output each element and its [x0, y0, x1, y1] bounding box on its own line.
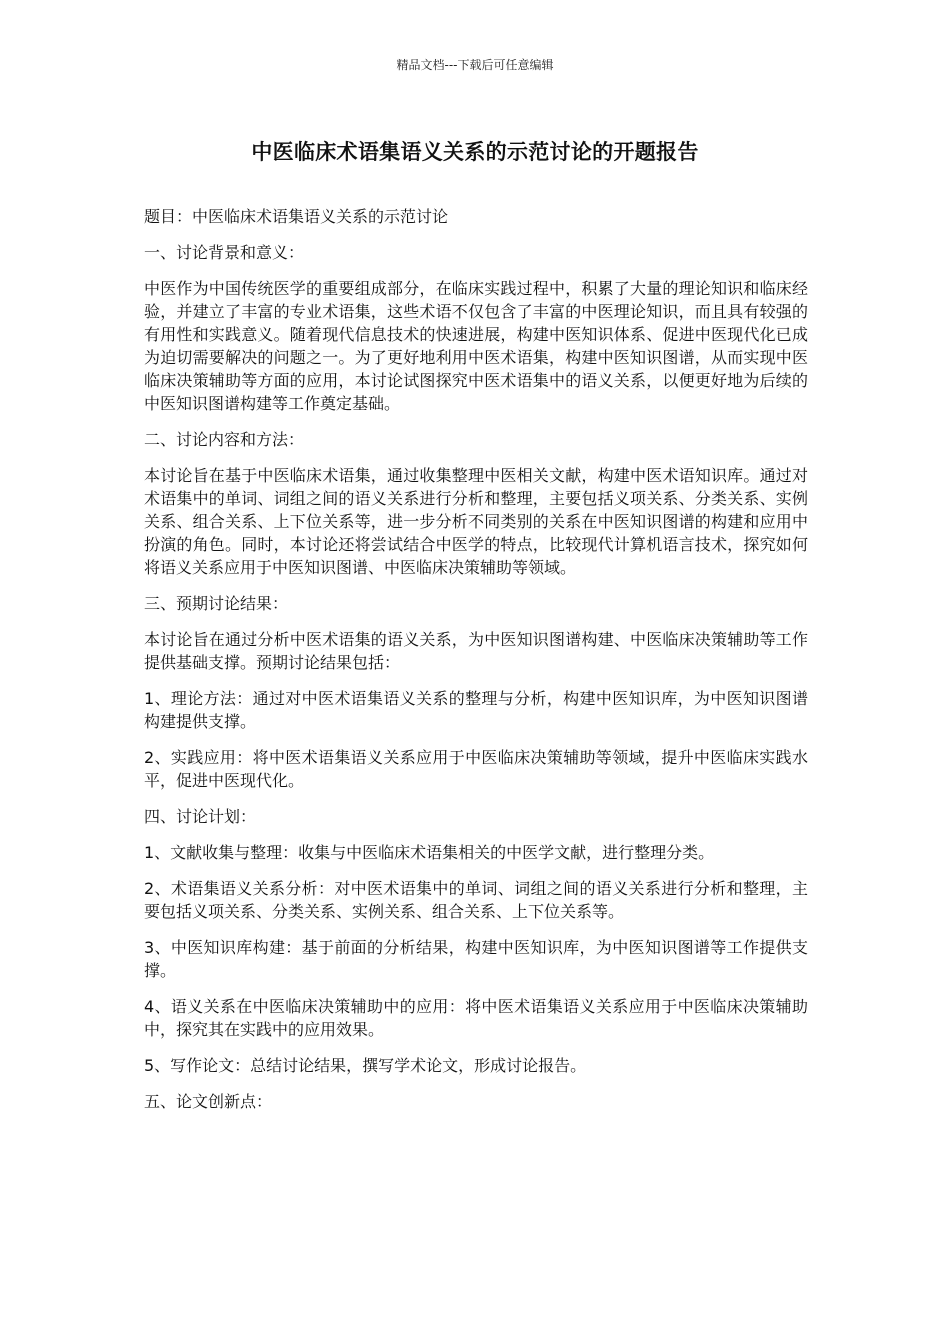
expected-results-paragraph: 本讨论旨在通过分析中医术语集的语义关系，为中医知识图谱构建、中医临床决策辅助等工作提供基础支撑。预期讨论结果包括： [144, 630, 808, 672]
plan-item: 2、术语集语义关系分析：对中医术语集中的单词、词组之间的语义关系进行分析和整理，主要包括义项关系、分类关系、实例关系、组合关系、上下位关系等。 [144, 879, 808, 921]
expected-result-item: 2、实践应用：将中医术语集语义关系应用于中医临床决策辅助等领域，提升中医临床实践水平，促进中医现代化。 [144, 748, 808, 790]
section-heading-innovation: 五、论文创新点： [144, 1092, 273, 1111]
plan-item: 1、文献收集与整理：收集与中医临床术语集相关的中医学文献，进行整理分类。 [144, 843, 715, 862]
background-paragraph: 中医作为中国传统医学的重要组成部分，在临床实践过程中，积累了大量的理论知识和临床经验，并建立了丰富的专业术语集，这些术语不仅包含了丰富的中医理论知识，而且具有较强的有用性和实践意义。随着现代信息技术的快速进展，构建中医知识体系、促进中医现代化已成为迫切需要解决的问题之一。为了更好地利用中医术语集，构建中医知识图谱，从而实现中医临床决策辅助等方面的应用，本讨论试图探究中医术语集中的语义关系，以便更好地为后续的中医知识图谱构建等工作奠定基础。 [144, 279, 808, 413]
section-heading-content-method: 二、讨论内容和方法： [144, 430, 305, 449]
page-header-note: 精品文档---下载后可任意编辑 [396, 58, 554, 72]
section-heading-plan: 四、讨论计划： [144, 807, 257, 826]
section-heading-expected-results: 三、预期讨论结果： [144, 594, 289, 613]
document-title: 中医临床术语集语义关系的示范讨论的开题报告 [251, 140, 699, 164]
topic-line: 题目：中医临床术语集语义关系的示范讨论 [144, 207, 449, 226]
content-method-paragraph: 本讨论旨在基于中医临床术语集，通过收集整理中医相关文献，构建中医术语知识库。通过对术语集中的单词、词组之间的语义关系进行分析和整理，主要包括义项关系、分类关系、实例关系、组合关系、上下位关系等，进一步分析不同类别的关系在中医知识图谱的构建和应用中扮演的角色。同时，本讨论还将尝试结合中医学的特点，比较现代计算机语言技术，探究如何将语义关系应用于中医知识图谱、中医临床决策辅助等领域。 [144, 466, 808, 577]
document-body [144, 205, 808, 1126]
plan-item: 4、语义关系在中医临床决策辅助中的应用：将中医术语集语义关系应用于中医临床决策辅助中，探究其在实践中的应用效果。 [144, 997, 808, 1039]
plan-item: 3、中医知识库构建：基于前面的分析结果，构建中医知识库，为中医知识图谱等工作提供支撑。 [144, 938, 808, 980]
section-heading-background: 一、讨论背景和意义： [144, 243, 305, 262]
expected-result-item: 1、理论方法：通过对中医术语集语义关系的整理与分析，构建中医知识库，为中医知识图谱构建提供支撑。 [144, 689, 808, 731]
plan-item: 5、写作论文：总结讨论结果，撰写学术论文，形成讨论报告。 [144, 1056, 587, 1075]
